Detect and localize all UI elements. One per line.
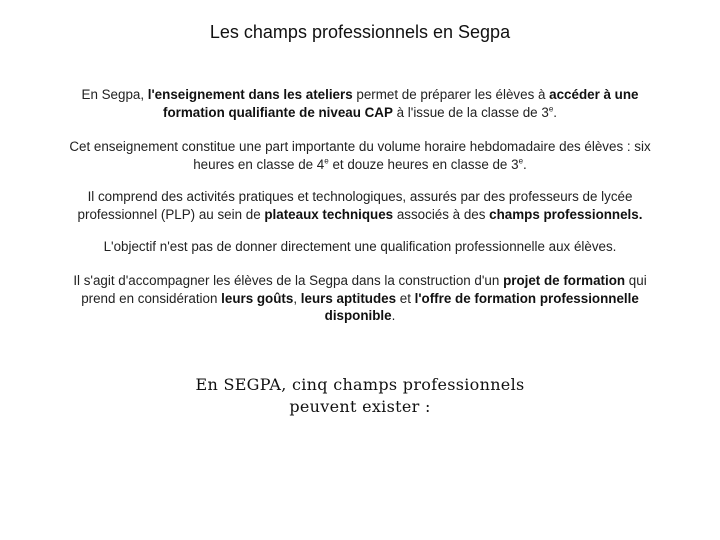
- bold-text: projet de formation: [503, 273, 626, 288]
- text: à l'issue de la classe de 3: [392, 104, 549, 120]
- bold-text: leurs goûts: [221, 290, 294, 306]
- text: ,: [293, 290, 301, 306]
- closing-line-2: peuvent exister :: [289, 397, 431, 416]
- closing-heading: [0, 374, 720, 418]
- bold-text: l'offre de formation professionnelle disponible: [324, 290, 639, 323]
- superscript: e: [518, 156, 524, 166]
- text: et: [396, 290, 415, 306]
- text: permet de préparer les élèves à: [352, 87, 550, 102]
- text: Cet enseignement constitue une part importante du volume horaire hebdomadaire des élèves : six heures en classe de 4: [69, 139, 651, 172]
- text: et douze heures en classe de 3: [328, 156, 519, 172]
- bold-text: leurs aptitudes: [300, 290, 397, 306]
- superscript: e: [324, 156, 329, 166]
- page-title: Les champs professionnels en Segpa: [209, 22, 511, 42]
- paragraph-volume-horaire: [55, 138, 665, 173]
- bold-text: plateaux techniques: [264, 206, 394, 222]
- text: associés à des: [393, 206, 490, 222]
- closing-line-1: En SEGPA, cinq champs professionnels: [195, 375, 525, 394]
- text: .: [391, 308, 396, 323]
- text: Il s'agit d'accompagner les élèves de la Segpa dans la construction d'un: [73, 273, 504, 288]
- paragraph-plateaux-techniques: [55, 188, 665, 223]
- bold-text: l'enseignement dans les ateliers: [147, 87, 353, 102]
- text: .: [523, 156, 527, 172]
- text: En Segpa,: [81, 87, 148, 102]
- paragraph-ateliers: [55, 86, 665, 121]
- superscript: e: [548, 104, 554, 114]
- paragraph-projet-formation: [55, 272, 665, 325]
- bold-text: accéder à une formation qualifiante de niveau CAP: [163, 87, 639, 120]
- paragraph-objectif: L'objectif n'est pas de donner directement une qualification professionnelle aux élèves.: [103, 239, 617, 254]
- text: qui prend en considération: [81, 273, 647, 306]
- text: .: [553, 104, 557, 120]
- text: Il comprend des activités pratiques et technologiques, assurés par des professeurs de lycée professionnel (PLP) au sein de: [77, 189, 633, 222]
- bold-text: champs professionnels.: [489, 206, 643, 222]
